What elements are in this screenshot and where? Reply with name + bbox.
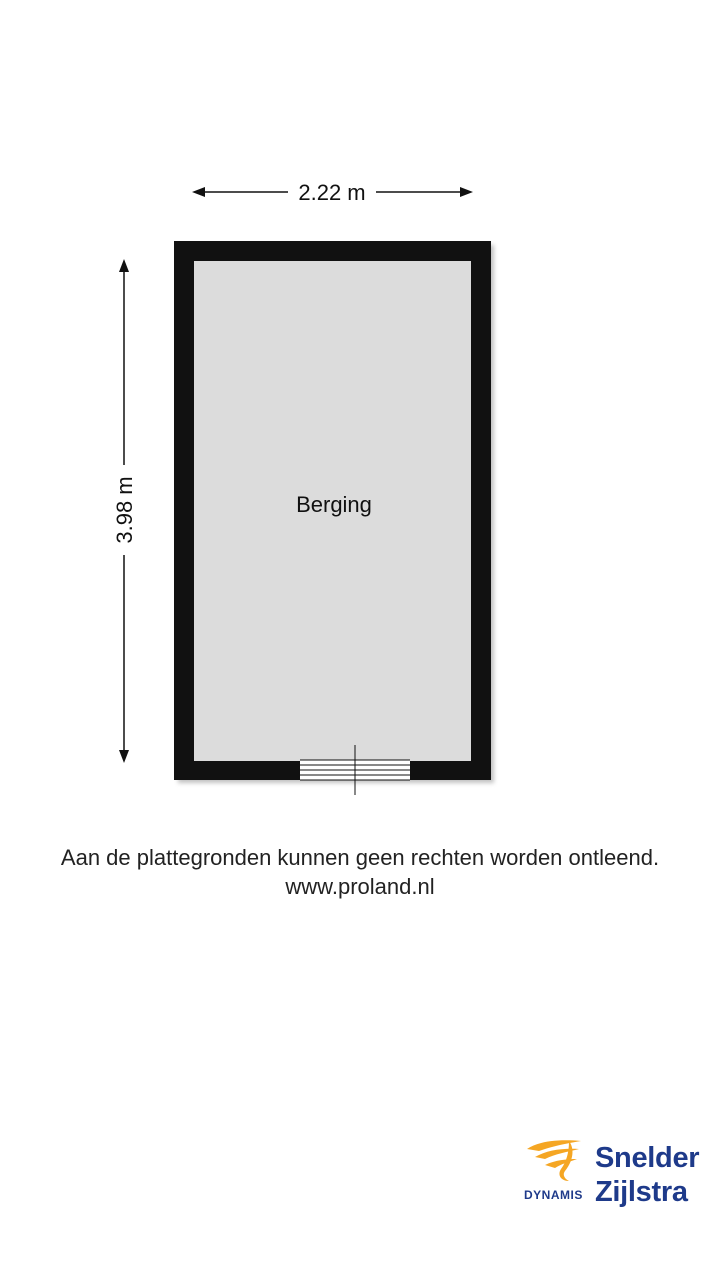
disclaimer-text: Aan de plattegronden kunnen geen rechten worden ontleend.: [60, 845, 660, 870]
arrow-right-icon: [460, 187, 473, 197]
website-text: www.proland.nl: [285, 874, 435, 899]
height-dimension: [112, 259, 137, 763]
width-dimension-label: 2.22 m: [298, 180, 366, 205]
height-dimension-label: 3.98 m: [112, 476, 137, 544]
logo-name-line1: Snelder: [595, 1142, 700, 1174]
arrow-down-icon: [119, 750, 129, 763]
logo-name-line2: Zijlstra: [595, 1176, 688, 1208]
arrow-left-icon: [192, 187, 205, 197]
company-logo: [520, 1130, 710, 1220]
logo-tagline: DYNAMIS: [524, 1188, 583, 1202]
dynamis-swoosh-icon: [525, 1135, 585, 1187]
room-label: Berging: [296, 492, 372, 517]
arrow-up-icon: [119, 259, 129, 272]
width-dimension: [192, 180, 473, 205]
